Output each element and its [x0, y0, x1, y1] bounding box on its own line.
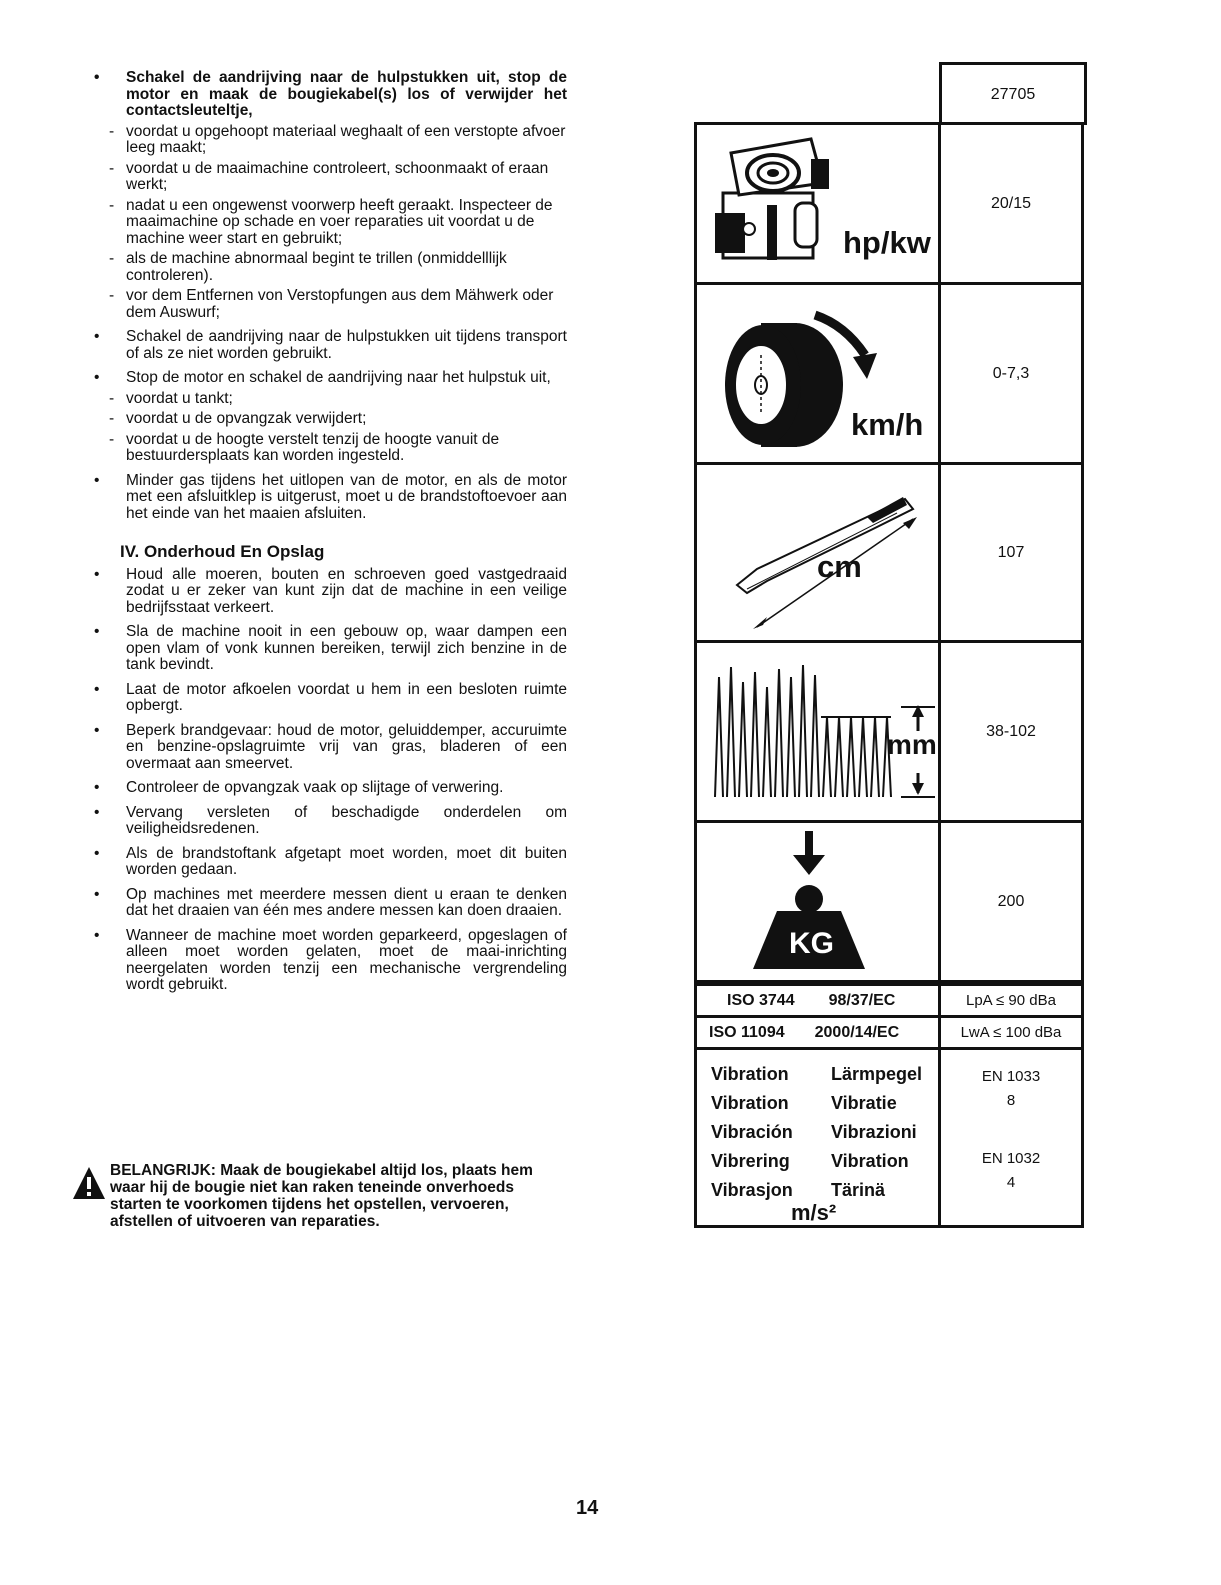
blade-cell: [697, 465, 941, 640]
bullet-disengage-drive: • Schakel de aandrijving naar de hulpstukken uit, stop de motor en maak de bougiekabel(s) los of verwijder het contactsleuteltje,: [92, 70, 567, 120]
power-value: 20/15: [990, 194, 1032, 212]
dash-item: - voordat u de opvangzak verwijdert;: [92, 411, 567, 428]
unit-mm: mm: [887, 729, 937, 760]
maintenance-item: • Wanneer de machine moet worden geparkeerd, opgeslagen of alleen moet worden gelaten, moet de maai-inrichting neergelaten worden tenzij een mechanische vergrendeling wordt gebruikt.: [92, 928, 567, 994]
vibration-col-2: Lärmpegel Vibratie Vibrazioni Vibration Tärinä: [831, 1064, 923, 1200]
unit-kg: KG: [789, 927, 834, 960]
iso-standard-2: ISO 11094 2000/14/EC: [697, 1018, 941, 1047]
maintenance-item: • Op machines met meerdere messen dient u eraan te denken dat het draaien van één mes andere messen kan doen draaien.: [92, 887, 567, 920]
spec-row-weight: [697, 823, 1081, 983]
page-number: 14: [576, 1497, 599, 1519]
unit-km-h: km/h: [851, 407, 924, 442]
vibration-col-1: Vibration Vibration Vibración Vibrering Vibrasjon: [711, 1064, 793, 1200]
dash-item: - vor dem Entfernen von Verstopfungen aus dem Mähwerk oder dem Auswurf;: [92, 288, 567, 321]
unit-hp-kw: hp/kw: [843, 225, 931, 260]
weight-value: 200: [997, 892, 1025, 910]
dash-item: - voordat u tankt;: [92, 391, 567, 408]
spec-row-power: [697, 125, 1081, 285]
vibration-unit: m/s²: [791, 1200, 837, 1225]
sound-pressure-value: LpA ≤ 90 dBa: [966, 992, 1056, 1009]
section-title: IV. Onderhoud En Opslag: [120, 542, 325, 561]
warning-text: BELANGRIJK: Maak de bougiekabel altijd los, plaats hem waar hij de bougie niet kan raken teneinde onverhoeds starten te voorkomen tijdens het opstellen, vervoeren, afstellen of uitvoeren van reparaties.: [110, 1162, 533, 1230]
maintenance-item: • Beperk brandgevaar: houd de motor, geluiddemper, accuruimte en benzine-opslagruimte vrij van gras, bladeren of een overmaat aan smeervet.: [92, 723, 567, 773]
dash-item: - nadat u een ongewenst voorwerp heeft geraakt. Inspecteer de maaimachine op schade en voer reparaties uit voordat u de machine weer start en gebruikt;: [92, 198, 567, 248]
iso-row-1: [697, 983, 1081, 1015]
unit-cm: cm: [817, 549, 862, 584]
weight-cell: [697, 823, 941, 980]
grass-cell: [697, 643, 941, 820]
dash-item: - als de machine abnormaal begint te trillen (onmiddelllijk controleren).: [92, 251, 567, 284]
vibration-row: [697, 1047, 1081, 1225]
dash-item: - voordat u opgehoopt materiaal weghaalt of een verstopte afvoer leeg maakt;: [92, 124, 567, 157]
vibration-values: EN 1033 8 EN 1032 4: [981, 1068, 1041, 1191]
sound-power-value: LwA ≤ 100 dBa: [960, 1024, 1062, 1041]
cutting-width-value: 107: [997, 543, 1025, 561]
spec-row-cutting-width: [697, 465, 1081, 643]
engine-icon: [711, 133, 841, 273]
maintenance-item: • Vervang versleten of beschadigde onderdelen om veiligheidsredenen.: [92, 805, 567, 838]
dash-item: - voordat u de hoogte verstelt tenzij de hoogte vanuit de bestuurdersplaats kan worden ingesteld.: [92, 432, 567, 465]
warning-icon: [72, 1166, 106, 1200]
cutting-height-value: 38-102: [986, 722, 1036, 740]
dash-item: - voordat u de maaimachine controleert, schoonmaakt of eraan werkt;: [92, 161, 567, 194]
spec-row-cutting-height: [697, 643, 1081, 823]
vibration-labels: [697, 1050, 941, 1225]
maintenance-item: • Als de brandstoftank afgetapt moet worden, moet dit buiten worden gedaan.: [92, 846, 567, 879]
spec-table: [694, 122, 1084, 1228]
speed-value: 0-7,3: [992, 364, 1030, 382]
bullet-transport: • Schakel de aandrijving naar de hulpstukken uit tijdens transport of als ze niet worden gebruikt.: [92, 329, 567, 362]
maintenance-item: • Sla de machine nooit in een gebouw op, waar dampen een open vlam of vonk kunnen bereiken, terwijl zich benzine in de tank bevindt.: [92, 624, 567, 674]
maintenance-item: • Controleer de opvangzak vaak op slijtage of verwering.: [92, 780, 567, 797]
maintenance-item: • Laat de motor afkoelen voordat u hem in een besloten ruimte opbergt.: [92, 682, 567, 715]
iso-standard-1: ISO 3744 98/37/EC: [697, 986, 941, 1015]
maintenance-item: • Houd alle moeren, bouten en schroeven goed vastgedraaid zodat u er zeker van kunt zijn dat de machine in een veilige bedrijfsstaat verkeert.: [92, 567, 567, 617]
spec-row-speed: [697, 285, 1081, 465]
iso-row-2: [697, 1015, 1081, 1047]
instructions-column: [92, 70, 567, 1002]
model-number: 27705: [939, 62, 1087, 125]
engine-cell: [697, 125, 941, 282]
bullet-reduce-throttle: • Minder gas tijdens het uitlopen van de motor, en als de motor met een afsluitklep is uitgerust, moet u de brandstoftoevoer aan het einde van het maaien afsluiten.: [92, 473, 567, 523]
bullet-stop-engine: • Stop de motor en schakel de aandrijving naar het hulpstuk uit,: [92, 370, 567, 387]
wheel-cell: [697, 285, 941, 462]
warning-note: [72, 1162, 567, 1230]
